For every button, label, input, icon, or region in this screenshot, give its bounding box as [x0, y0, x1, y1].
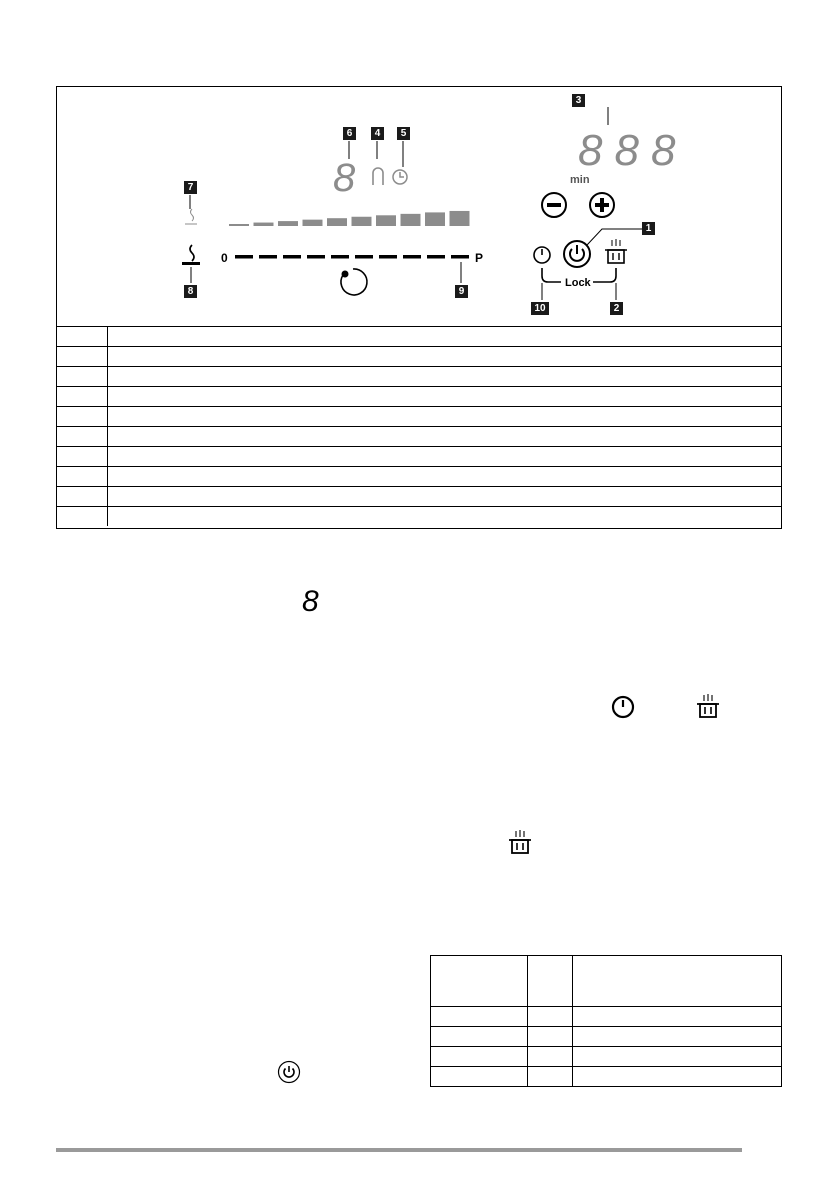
info-table-cell — [528, 1007, 573, 1027]
scale-end-label: P — [475, 251, 484, 265]
callout-3: 3 — [572, 94, 585, 107]
power-scale-dash[interactable] — [427, 255, 445, 259]
legend-description-cell — [108, 367, 782, 387]
callout-4: 4 — [371, 127, 384, 140]
power-scale-dash[interactable] — [379, 255, 397, 259]
legend-description-cell — [108, 467, 782, 487]
inline-keep-warm-icon — [695, 694, 721, 720]
lock-label: Lock — [565, 277, 591, 289]
minus-button[interactable] — [542, 193, 566, 217]
info-table-cell — [528, 1027, 573, 1047]
footer-rule — [56, 1148, 742, 1152]
info-table-cell — [431, 1027, 528, 1047]
legend-number-cell — [57, 387, 108, 407]
plus-button[interactable] — [590, 193, 614, 217]
timer-icon[interactable] — [534, 247, 550, 263]
power-level-bar — [450, 211, 470, 226]
legend-number-cell — [57, 407, 108, 427]
callout-5: 5 — [397, 127, 410, 140]
info-table-cell — [573, 1067, 782, 1087]
scale-start-label: 0 — [221, 251, 228, 265]
power-level-bars — [229, 211, 470, 226]
heat-zone-icon[interactable] — [182, 245, 200, 265]
legend-number-cell — [57, 507, 108, 527]
power-scale-dash[interactable] — [355, 255, 373, 259]
info-table-cell — [573, 1047, 782, 1067]
power-scale-dash[interactable] — [259, 255, 277, 259]
info-table-cell — [573, 1027, 782, 1047]
legend-description-cell — [108, 487, 782, 507]
legend-row — [57, 387, 781, 407]
legend-number-cell — [57, 367, 108, 387]
zone-power-digit: 8 — [333, 156, 356, 200]
inline-power-icon — [277, 1060, 301, 1084]
power-level-bar — [278, 221, 298, 226]
callout-7: 7 — [184, 181, 197, 194]
residual-heat-icon — [185, 209, 197, 224]
power-level-bar — [425, 212, 445, 226]
bridge-icon — [373, 168, 383, 185]
legend-description-cell — [108, 327, 782, 347]
legend-number-cell — [57, 467, 108, 487]
keep-warm-pot-icon[interactable] — [605, 239, 627, 263]
power-scale-dash[interactable] — [451, 255, 469, 259]
clock-icon — [393, 170, 407, 184]
power-scale-dash[interactable] — [235, 255, 253, 259]
info-table-cell — [528, 1047, 573, 1067]
timer-unit: min — [570, 174, 590, 186]
inline-timer-icon — [610, 694, 636, 720]
legend-table — [57, 326, 781, 526]
power-level-bar — [327, 218, 347, 226]
info-table-row — [431, 1027, 782, 1047]
info-table-cell — [528, 956, 573, 1007]
legend-row — [57, 507, 781, 527]
timer-display: 888 — [578, 126, 688, 175]
legend-number-cell — [57, 347, 108, 367]
inline-keep-warm-icon-2 — [507, 830, 533, 856]
legend-description-cell — [108, 427, 782, 447]
info-table-row — [431, 1067, 782, 1087]
legend-row — [57, 347, 781, 367]
legend-row — [57, 447, 781, 467]
legend-description-cell — [108, 387, 782, 407]
info-table-cell — [528, 1067, 573, 1087]
legend-description-cell — [108, 507, 782, 527]
power-slider[interactable] — [235, 255, 469, 259]
control-panel-figure — [56, 86, 782, 529]
callout-8: 8 — [184, 285, 197, 298]
legend-description-cell — [108, 347, 782, 367]
legend-number-cell — [57, 427, 108, 447]
callout-9: 9 — [455, 285, 468, 298]
legend-row — [57, 327, 781, 347]
legend-description-cell — [108, 447, 782, 467]
info-table-cell — [431, 956, 528, 1007]
info-table-cell — [431, 1067, 528, 1087]
power-level-bar — [229, 224, 249, 226]
callout-1: 1 — [642, 222, 655, 235]
legend-number-cell — [57, 327, 108, 347]
power-level-bar — [352, 217, 372, 226]
inline-digit-symbol: 8 — [302, 585, 319, 618]
power-scale-dash[interactable] — [403, 255, 421, 259]
info-table-cell — [573, 1007, 782, 1027]
power-scale-dash[interactable] — [283, 255, 301, 259]
callout-10: 10 — [531, 302, 549, 315]
callout-2: 2 — [610, 302, 623, 315]
info-table-row — [431, 1007, 782, 1027]
power-button[interactable] — [564, 241, 590, 267]
info-table-row — [431, 956, 782, 1007]
power-level-bar — [254, 223, 274, 226]
power-level-bar — [303, 220, 323, 226]
legend-description-cell — [108, 407, 782, 427]
power-level-bar — [376, 215, 396, 226]
info-table-cell — [431, 1047, 528, 1067]
control-panel-diagram — [57, 87, 781, 326]
info-table-cell — [573, 956, 782, 1007]
info-table — [430, 955, 782, 1087]
callout-6: 6 — [343, 127, 356, 140]
legend-row — [57, 467, 781, 487]
legend-number-cell — [57, 447, 108, 467]
legend-number-cell — [57, 487, 108, 507]
legend-row — [57, 367, 781, 387]
zone-select-icon[interactable] — [341, 269, 367, 295]
info-table-cell — [431, 1007, 528, 1027]
legend-row — [57, 407, 781, 427]
power-scale-dash[interactable] — [331, 255, 349, 259]
power-scale-dash[interactable] — [307, 255, 325, 259]
legend-row — [57, 427, 781, 447]
legend-row — [57, 487, 781, 507]
info-table-row — [431, 1047, 782, 1067]
power-level-bar — [401, 214, 421, 226]
